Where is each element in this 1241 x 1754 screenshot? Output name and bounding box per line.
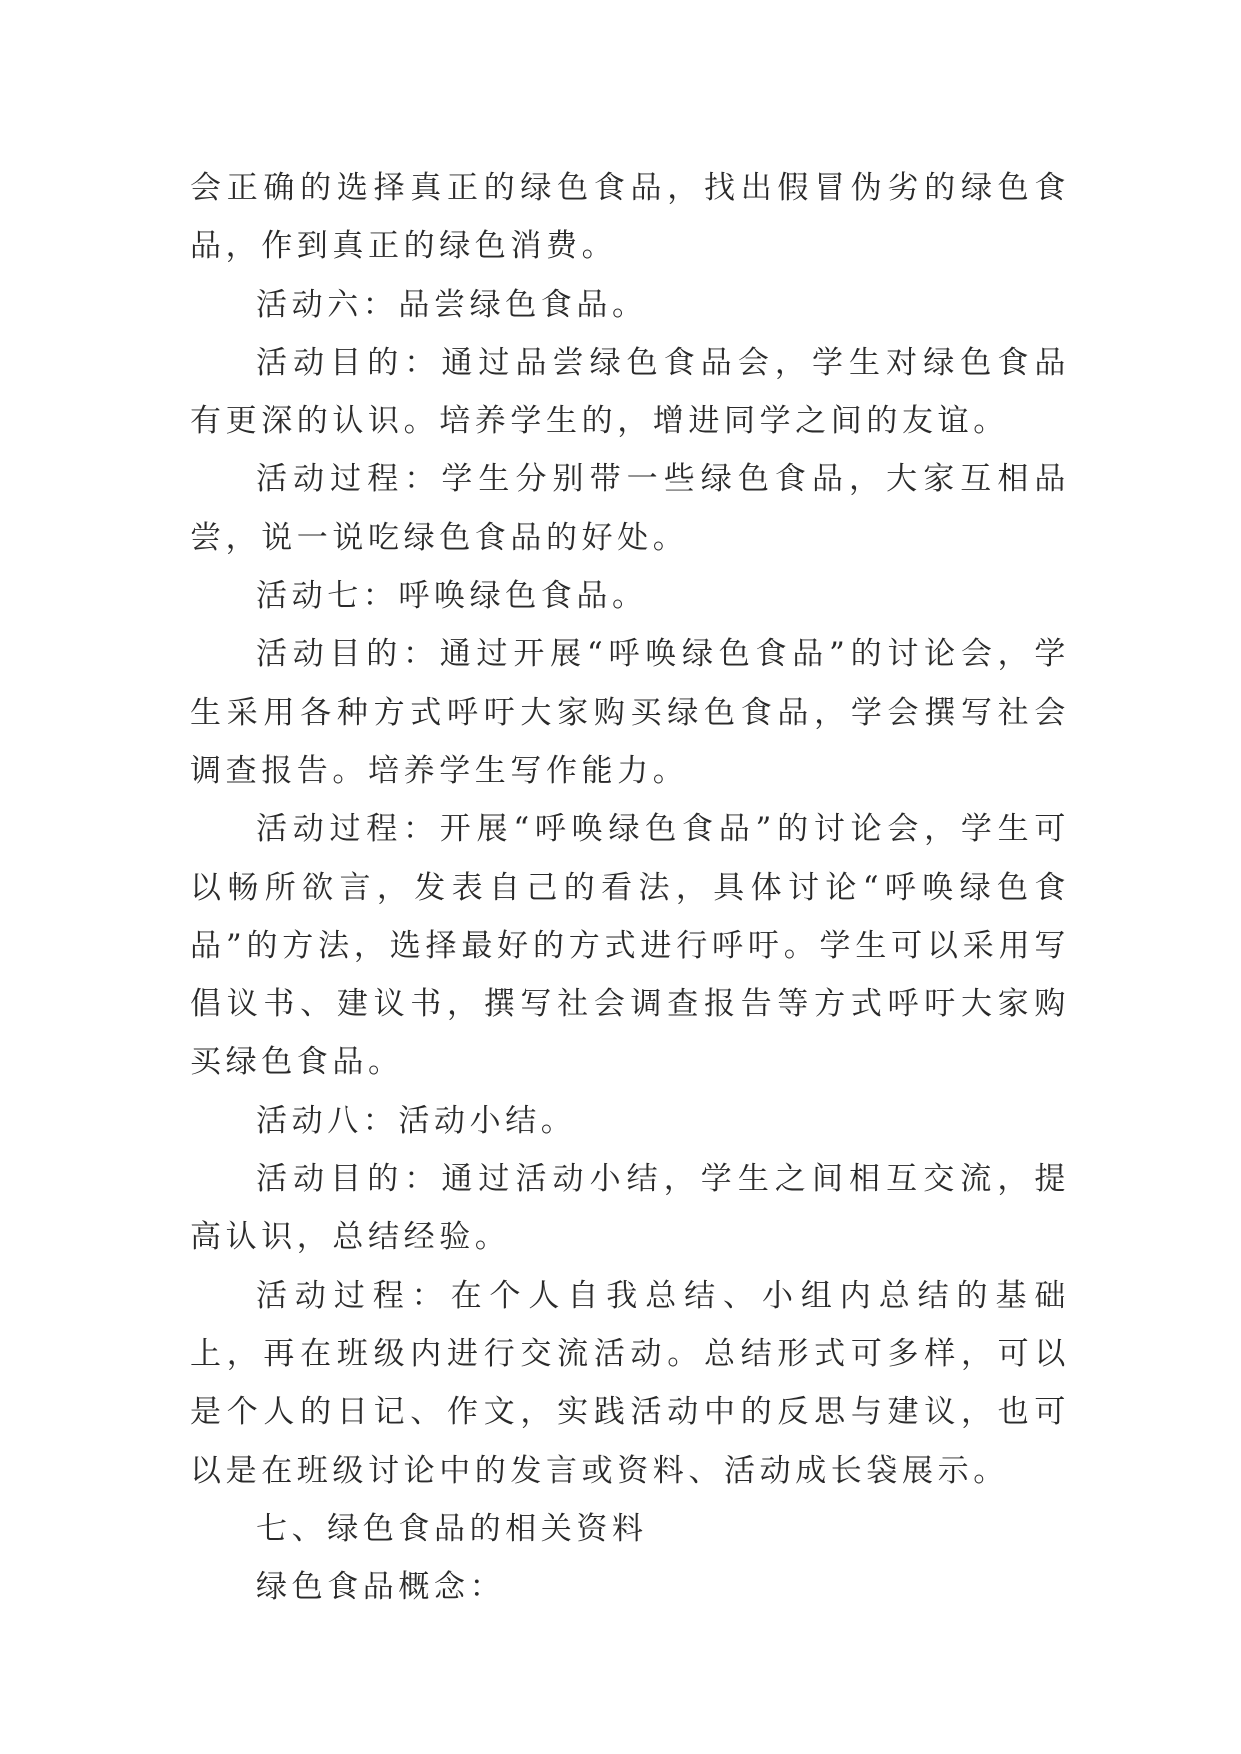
activity-7-heading: 活动七：呼唤绿色食品。: [256, 578, 648, 615]
activity-7-purpose: 活动目的：通过开展“呼唤绿色食品”的讨论会，学生采用各种方式呼吁大家购买绿色食品，学会撰写社会调查报告。培养学生写作能力。: [190, 636, 1070, 789]
activity-8-process: 活动过程：在个人自我总结、小组内总结的基础上，再在班级内进行交流活动。总结形式可多样，可以是个人的日记、作文，实践活动中的反思与建议，也可以是在班级讨论中的发言或资料、活动成长袋展示。: [190, 1277, 1070, 1489]
activity-7-process: 活动过程：开展“呼唤绿色食品”的讨论会，学生可以畅所欲言，发表自己的看法，具体讨论“呼唤绿色食品”的方法，选择最好的方式进行呼吁。学生可以采用写倡议书、建议书，撰写社会调查报告等方式呼吁大家购买绿色食品。: [190, 811, 1070, 1081]
section-7-heading: 七、绿色食品的相关资料: [256, 1510, 648, 1547]
green-food-concept-label: 绿色食品概念：: [256, 1569, 506, 1606]
activity-6-process: 活动过程：学生分别带一些绿色食品，大家互相品尝，说一说吃绿色食品的好处。: [190, 461, 1070, 556]
activity-8-purpose: 活动目的：通过活动小结，学生之间相互交流，提高认识，总结经验。: [190, 1161, 1070, 1256]
paragraph-continuation: 会正确的选择真正的绿色食品，找出假冒伪劣的绿色食品，作到真正的绿色消费。: [190, 170, 1070, 265]
document-body: [190, 159, 1070, 1616]
activity-8-heading: 活动八：活动小结。: [256, 1102, 577, 1139]
activity-6-purpose: 活动目的：通过品尝绿色食品会，学生对绿色食品有更深的认识。培养学生的，增进同学之间的友谊。: [190, 344, 1070, 440]
activity-6-heading: 活动六：品尝绿色食品。: [256, 286, 648, 323]
